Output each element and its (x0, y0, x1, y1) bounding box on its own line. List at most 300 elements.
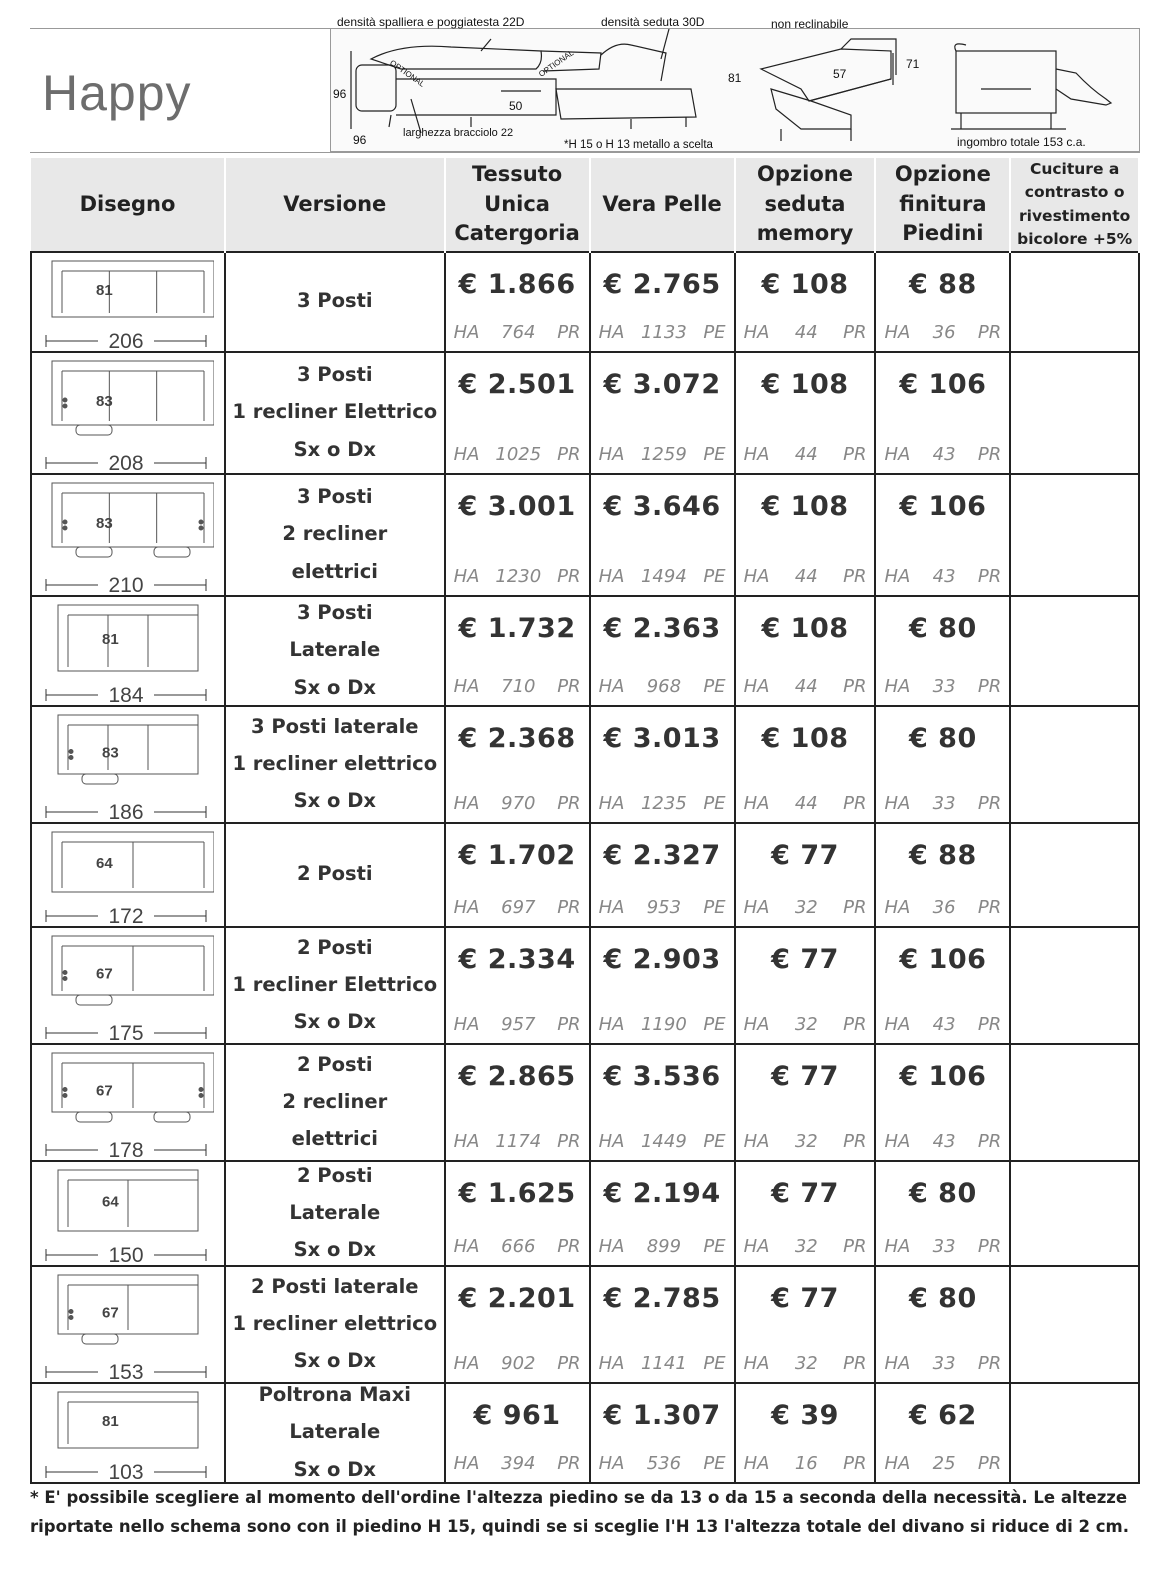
code-part: PR (843, 566, 867, 587)
memory-price-code (744, 1453, 867, 1474)
version-line: 3 Posti (296, 363, 373, 387)
code-part: 33 (932, 676, 956, 697)
code-part: HA (884, 676, 911, 697)
table-row (31, 1266, 1139, 1383)
width-label: 153 (108, 1361, 144, 1384)
version-line: 2 recliner (282, 1089, 388, 1113)
code-part: PR (557, 793, 581, 814)
version-text (226, 353, 444, 471)
code-part: PR (977, 444, 1002, 465)
depth-label: 83 (96, 393, 113, 410)
version-line: 3 Posti (296, 601, 373, 625)
code-part: PR (557, 897, 581, 918)
version-line: 3 Posti (296, 289, 373, 313)
code-part: PE (703, 676, 726, 697)
code-part: PR (843, 444, 867, 465)
feet-price: € 80 (909, 613, 977, 644)
feet-price: € 80 (909, 723, 977, 754)
header-feet: Opzione finitura Piedini (875, 158, 1010, 252)
code-part: HA (453, 1131, 480, 1152)
feet-price: € 106 (899, 1061, 987, 1092)
feet-price: € 88 (909, 840, 977, 871)
code-part: 43 (932, 566, 956, 587)
memory-price-code (744, 1014, 867, 1035)
code-part: PR (843, 1131, 867, 1152)
code-part: PE (703, 1014, 726, 1035)
code-part: HA (884, 1453, 911, 1474)
leather-price-cell (590, 1044, 735, 1161)
memory-price: € 77 (771, 1283, 839, 1314)
code-part: 953 (646, 897, 682, 918)
stitching-cell (1010, 1383, 1139, 1483)
code-part: HA (453, 1453, 480, 1474)
sofa-plan-icon (38, 479, 214, 597)
leather-price-code (599, 1014, 726, 1035)
fabric-price: € 1.866 (458, 269, 576, 300)
code-part: 1494 (640, 566, 687, 587)
version-line: Sx o Dx (293, 437, 376, 461)
leather-price-code (599, 676, 726, 697)
fabric-price-cell (445, 1383, 590, 1483)
code-part: PR (557, 1453, 581, 1474)
drawing-cell (31, 596, 225, 706)
leather-price-code (599, 322, 726, 343)
memory-price: € 108 (761, 269, 849, 300)
code-part: HA (743, 676, 770, 697)
leather-price-cell (590, 823, 735, 927)
table-row (31, 1383, 1139, 1483)
code-part: PE (703, 566, 726, 587)
feet-price: € 62 (909, 1400, 977, 1431)
feet-price-cell (875, 927, 1010, 1044)
version-text (226, 1267, 444, 1380)
code-part: HA (598, 793, 625, 814)
code-part: PR (557, 322, 581, 343)
leather-price-code (599, 793, 726, 814)
code-part: HA (598, 676, 625, 697)
depth-label: 64 (96, 855, 113, 872)
sofa-plan-drawing (32, 475, 224, 597)
memory-price-cell (735, 823, 876, 927)
code-part: 43 (932, 1014, 956, 1035)
code-part: HA (884, 322, 911, 343)
version-cell (225, 706, 445, 823)
code-part: PE (703, 444, 726, 465)
feet-price-cell (875, 352, 1010, 474)
memory-price: € 108 (761, 369, 849, 400)
code-part: 33 (932, 1236, 956, 1257)
code-part: PR (977, 566, 1002, 587)
feet-price-cell (875, 596, 1010, 706)
footnote-line: riportate nello schema sono con il piedino H 15, quindi se si sceglie l'H 13 l'altezza totale del divano si riduce di 2 cm. (30, 1516, 1129, 1536)
width-label: 206 (108, 330, 144, 353)
code-part: PR (557, 566, 581, 587)
leather-price: € 2.785 (603, 1283, 721, 1314)
feet-price-cell (875, 1161, 1010, 1266)
header-drawing: Disegno (31, 158, 225, 252)
table-row (31, 1044, 1139, 1161)
code-part: HA (453, 676, 480, 697)
code-part: 43 (932, 444, 956, 465)
sofa-plan-icon (38, 1271, 214, 1384)
leather-price: € 2.327 (603, 840, 721, 871)
code-part: 1230 (495, 566, 542, 587)
version-line: Sx o Dx (293, 1349, 376, 1373)
footnote (30, 1484, 1140, 1542)
fabric-price-cell (445, 474, 590, 596)
fabric-price-code (454, 1353, 581, 1374)
width-label: 150 (108, 1244, 144, 1267)
width-label: 103 (108, 1461, 144, 1484)
code-part: PR (557, 1236, 581, 1257)
footnote-line: * E' possibile scegliere al momento dell'ordine l'altezza piedino se da 13 o da 15 a seconda della necessità. Le altezze (30, 1488, 1128, 1507)
drawing-cell (31, 927, 225, 1044)
leather-price: € 2.194 (603, 1178, 721, 1209)
code-part: HA (598, 566, 625, 587)
fabric-price: € 961 (473, 1400, 561, 1431)
code-part: HA (453, 322, 480, 343)
version-cell (225, 352, 445, 474)
width-label: 186 (108, 801, 144, 824)
code-part: 1190 (640, 1014, 687, 1035)
version-line: Poltrona Maxi (258, 1383, 411, 1407)
memory-price-cell (735, 927, 876, 1044)
code-part: PE (703, 1236, 726, 1257)
fabric-price-code (454, 566, 581, 587)
code-part: HA (884, 1014, 911, 1035)
table-row (31, 823, 1139, 927)
code-part: 25 (932, 1453, 956, 1474)
label-feet-note: *H 15 o H 13 metallo a scelta (564, 139, 713, 151)
leather-price-cell (590, 1161, 735, 1266)
code-part: PE (703, 793, 726, 814)
drawing-cell (31, 706, 225, 823)
stitching-cell (1010, 1044, 1139, 1161)
table-row (31, 474, 1139, 596)
leather-price-cell (590, 1383, 735, 1483)
version-text (226, 1384, 444, 1480)
version-line: Sx o Dx (293, 1010, 376, 1034)
version-line: 1 recliner elettrico (232, 1311, 438, 1335)
feet-price-cell (875, 823, 1010, 927)
code-part: PR (557, 1014, 581, 1035)
drawing-cell (31, 352, 225, 474)
sofa-plan-icon (38, 601, 214, 707)
width-label: 208 (108, 452, 144, 475)
feet-price-code (884, 322, 1001, 343)
leather-price-cell (590, 927, 735, 1044)
code-part: 1141 (640, 1353, 687, 1374)
code-part: 16 (794, 1453, 818, 1474)
memory-price-cell (735, 706, 876, 823)
table-row (31, 352, 1139, 474)
code-part: HA (598, 897, 625, 918)
sofa-plan-drawing (32, 1162, 224, 1267)
code-part: 32 (794, 1131, 818, 1152)
version-cell (225, 596, 445, 706)
sofa-plan-icon (38, 1166, 214, 1267)
label-dim-81: 81 (728, 71, 742, 85)
memory-price-cell (735, 474, 876, 596)
fabric-price: € 2.334 (458, 944, 576, 975)
brand-title: Happy (42, 65, 192, 121)
fabric-price-code (454, 793, 581, 814)
fabric-price-cell (445, 927, 590, 1044)
code-part: PR (557, 676, 581, 697)
sofa-plan-drawing (32, 1384, 224, 1484)
depth-label: 67 (96, 965, 113, 983)
leather-price: € 3.013 (603, 723, 721, 754)
code-part: 764 (501, 322, 536, 343)
version-line: 2 recliner (282, 522, 388, 546)
header-leather: Vera Pelle (590, 158, 735, 252)
feet-price-code (884, 1131, 1001, 1152)
memory-price-cell (735, 1383, 876, 1483)
code-part: HA (453, 793, 480, 814)
fabric-price-cell (445, 1266, 590, 1383)
width-label: 210 (108, 574, 144, 597)
feet-price-code (884, 676, 1001, 697)
sofa-plan-drawing (32, 1267, 224, 1384)
version-line: 2 Posti (296, 1163, 373, 1187)
memory-price: € 39 (771, 1400, 839, 1431)
code-part: HA (743, 444, 770, 465)
sofa-plan-drawing (32, 824, 224, 928)
leather-price-code (599, 444, 726, 465)
feet-price-cell (875, 1044, 1010, 1161)
fabric-price-cell (445, 596, 590, 706)
label-dim-height-96: 96 (333, 87, 347, 101)
table-row (31, 596, 1139, 706)
sofa-plan-drawing (32, 353, 224, 475)
sofa-plan-drawing (32, 253, 224, 353)
memory-price-cell (735, 1044, 876, 1161)
memory-price-code (744, 793, 867, 814)
table-row (31, 927, 1139, 1044)
code-part: PR (977, 1131, 1002, 1152)
version-cell (225, 823, 445, 927)
fabric-price-code (454, 1453, 581, 1474)
code-part: PR (977, 322, 1002, 343)
code-part: HA (884, 1353, 911, 1374)
leather-price-cell (590, 1266, 735, 1383)
version-line: Sx o Dx (293, 789, 376, 813)
code-part: 44 (794, 566, 818, 587)
fabric-price-cell (445, 706, 590, 823)
code-part: HA (743, 1131, 770, 1152)
label-dim-57: 57 (833, 67, 847, 81)
version-text (226, 475, 444, 593)
code-part: 957 (501, 1014, 536, 1035)
feet-price: € 106 (899, 369, 987, 400)
code-part: PR (977, 1353, 1002, 1374)
code-part: HA (884, 1236, 911, 1257)
label-seat-density: densità seduta 30D (601, 15, 705, 29)
code-part: HA (598, 444, 625, 465)
code-part: HA (453, 1014, 480, 1035)
version-line: 2 Posti (296, 862, 373, 886)
code-part: 710 (501, 676, 536, 697)
fabric-price: € 2.368 (458, 723, 576, 754)
code-part: 32 (794, 897, 818, 918)
memory-price-code (744, 1131, 867, 1152)
code-part: HA (453, 897, 480, 918)
version-line: 1 recliner Elettrico (232, 972, 438, 996)
version-line: 1 recliner Elettrico (232, 400, 438, 424)
stitching-cell (1010, 352, 1139, 474)
width-label: 172 (108, 905, 144, 928)
code-part: 44 (794, 676, 818, 697)
version-text (226, 824, 444, 924)
leather-price: € 2.765 (603, 269, 721, 300)
code-part: 1025 (495, 444, 542, 465)
fabric-price-code (454, 322, 581, 343)
leather-price: € 3.646 (603, 491, 721, 522)
sofa-plan-icon (38, 932, 214, 1045)
version-line: elettrici (291, 559, 378, 583)
sofa-plan-drawing (32, 928, 224, 1045)
memory-price-cell (735, 252, 876, 352)
stitching-cell (1010, 1266, 1139, 1383)
fabric-price-cell (445, 1044, 590, 1161)
header-fabric: Tessuto Unica Catergoria (445, 158, 590, 252)
table-row (31, 706, 1139, 823)
code-part: 1449 (640, 1131, 687, 1152)
label-optional-2: OPTIONAL (537, 48, 576, 79)
version-text (226, 1045, 444, 1158)
sofa-plan-icon (38, 1388, 214, 1484)
code-part: 1174 (495, 1131, 542, 1152)
feet-price: € 80 (909, 1283, 977, 1314)
code-part: PR (977, 793, 1002, 814)
table-header-row (31, 158, 1139, 252)
header-version: Versione (225, 158, 445, 252)
code-part: HA (453, 444, 480, 465)
code-part: PR (557, 1131, 581, 1152)
code-part: 1133 (640, 322, 687, 343)
width-label: 178 (108, 1139, 144, 1162)
code-part: HA (598, 1014, 625, 1035)
code-part: HA (598, 1453, 625, 1474)
label-dim-seat-50: 50 (509, 99, 523, 113)
code-part: PR (843, 322, 867, 343)
version-text (226, 253, 444, 349)
code-part: 697 (501, 897, 536, 918)
depth-label: 64 (102, 1193, 119, 1211)
code-part: PE (703, 1131, 726, 1152)
header-memory: Opzione seduta memory (735, 158, 876, 252)
version-cell (225, 474, 445, 596)
code-part: 36 (932, 322, 956, 343)
feet-price-cell (875, 1383, 1010, 1483)
price-table (30, 158, 1140, 1484)
drawing-cell (31, 823, 225, 927)
code-part: 394 (501, 1453, 536, 1474)
label-total-size: ingombro totale 153 c.a. (957, 135, 1086, 149)
code-part: 970 (501, 793, 536, 814)
sofa-plan-icon (38, 711, 214, 824)
memory-price-cell (735, 596, 876, 706)
leather-price: € 2.363 (603, 613, 721, 644)
version-cell (225, 252, 445, 352)
code-part: HA (743, 1453, 770, 1474)
code-part: 32 (794, 1236, 818, 1257)
table-body (31, 252, 1139, 1483)
code-part: 33 (932, 1353, 956, 1374)
version-text (226, 928, 444, 1041)
version-cell (225, 927, 445, 1044)
stitching-cell (1010, 1161, 1139, 1266)
feet-price: € 88 (909, 269, 977, 300)
sofa-plan-drawing (32, 1045, 224, 1162)
feet-price-code (884, 793, 1001, 814)
depth-label: 81 (102, 1413, 119, 1430)
feet-price-code (884, 1453, 1001, 1474)
memory-price-code (744, 1353, 867, 1374)
memory-price-code (744, 444, 867, 465)
code-part: PR (977, 1236, 1002, 1257)
code-part: PR (843, 793, 867, 814)
label-backrest-density: densità spalliera e poggiatesta 22D (337, 15, 525, 29)
label-dim-71: 71 (906, 57, 920, 71)
code-part: 44 (794, 444, 818, 465)
leather-price-code (599, 566, 726, 587)
memory-price: € 108 (761, 613, 849, 644)
version-line: Laterale (289, 1200, 381, 1224)
code-part: PE (703, 1453, 726, 1474)
stitching-cell (1010, 823, 1139, 927)
depth-label: 67 (96, 1082, 113, 1100)
leather-price-cell (590, 352, 735, 474)
code-part: PR (977, 897, 1002, 918)
drawing-cell (31, 1383, 225, 1483)
code-part: PE (703, 1353, 726, 1374)
fabric-price-code (454, 897, 581, 918)
code-part: PE (703, 897, 726, 918)
memory-price: € 77 (771, 840, 839, 871)
code-part: 32 (794, 1353, 818, 1374)
drawing-cell (31, 1161, 225, 1266)
fabric-price-code (454, 444, 581, 465)
feet-price-cell (875, 252, 1010, 352)
code-part: 1235 (640, 793, 687, 814)
version-line: Laterale (289, 638, 381, 662)
fabric-price: € 2.501 (458, 369, 576, 400)
leather-price: € 3.536 (603, 1061, 721, 1092)
fabric-price: € 2.201 (458, 1283, 576, 1314)
code-part: 666 (501, 1236, 536, 1257)
header-rule (30, 28, 330, 29)
drawing-cell (31, 252, 225, 352)
code-part: HA (884, 793, 911, 814)
depth-label: 83 (96, 515, 113, 532)
header (30, 15, 1140, 154)
leather-price-code (599, 1236, 726, 1257)
memory-price: € 108 (761, 491, 849, 522)
fabric-price-code (454, 1131, 581, 1152)
fabric-price-cell (445, 1161, 590, 1266)
version-line: Sx o Dx (293, 1238, 376, 1262)
code-part: 44 (794, 322, 818, 343)
code-part: HA (743, 793, 770, 814)
memory-price-code (744, 322, 867, 343)
stitching-cell (1010, 252, 1139, 352)
code-part: PR (843, 1236, 867, 1257)
code-part: PR (843, 897, 867, 918)
width-label: 175 (108, 1022, 144, 1045)
memory-price: € 77 (771, 944, 839, 975)
version-line: 2 Posti laterale (251, 1274, 419, 1298)
